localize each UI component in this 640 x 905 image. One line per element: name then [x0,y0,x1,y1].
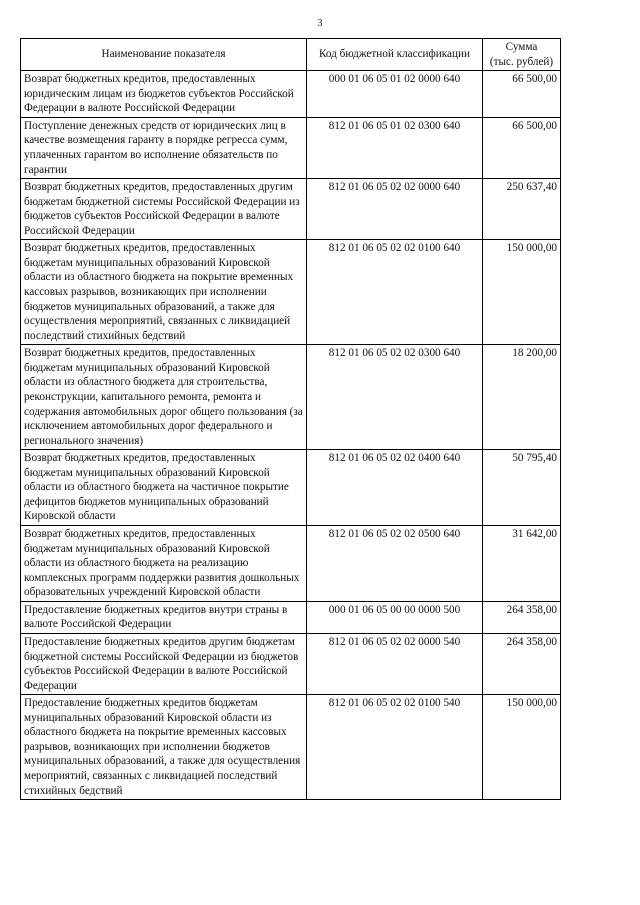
row-code: 812 01 06 05 02 02 0100 540 [307,695,483,800]
row-sum: 31 642,00 [483,526,561,602]
row-sum: 150 000,00 [483,240,561,345]
row-name: Возврат бюджетных кредитов, предоставленных бюджетам муниципальных образований Кировской области из областного бюджета на покрытие временных кассовых разрывов, возникающих при исполнении бюджетов муниципальных образований, а также для осуществления мероприятий, связанных с ликвидацией последствий стихийных бедствий [21,240,307,345]
table-row [21,117,561,178]
row-code: 000 01 06 05 00 00 0000 500 [307,601,483,633]
row-name: Возврат бюджетных кредитов, предоставленных юридическим лицам из бюджетов субъектов Российской Федерации в валюте Российской Федерации [21,71,307,118]
row-code: 812 01 06 05 02 02 0000 540 [307,633,483,694]
header-name: Наименование показателя [21,39,307,71]
row-name: Возврат бюджетных кредитов, предоставленных бюджетам муниципальных образований Кировской области из областного бюджета для строительства, реконструкции, капитального ремонта, ремонта и содержания автомобильных дорог общего пользования (за исключением автомобильных дорог федерального и регионального значения) [21,345,307,450]
header-code: Код бюджетной классификации [307,39,483,71]
row-name: Возврат бюджетных кредитов, предоставленных другим бюджетам бюджетной системы Российской Федерации из бюджетов субъектов Российской Федерации в валюте Российской Федерации [21,179,307,240]
row-sum: 18 200,00 [483,345,561,450]
row-code: 812 01 06 05 02 02 0100 640 [307,240,483,345]
row-name: Предоставление бюджетных кредитов бюджетам муниципальных образований Кировской области из областного бюджета на покрытие временных кассовых разрывов, возникающих при исполнении бюджетов муниципальных образований, а также для осуществления мероприятий, связанных с ликвидацией последствий стихийных бедствий [21,695,307,800]
table-row [21,450,561,526]
row-code: 000 01 06 05 01 02 0000 640 [307,71,483,118]
row-sum: 250 637,40 [483,179,561,240]
row-sum: 66 500,00 [483,117,561,178]
budget-table [20,38,561,800]
row-name: Предоставление бюджетных кредитов внутри страны в валюте Российской Федерации [21,601,307,633]
row-name: Возврат бюджетных кредитов, предоставленных бюджетам муниципальных образований Кировской области из областного бюджета на реализацию комплексных программ поддержки развития дошкольных образовательных учреждений Кировской области [21,526,307,602]
row-sum: 264 358,00 [483,633,561,694]
row-sum: 66 500,00 [483,71,561,118]
table-row [21,695,561,800]
table-row [21,71,561,118]
table-row [21,179,561,240]
row-sum: 264 358,00 [483,601,561,633]
row-code: 812 01 06 05 02 02 0500 640 [307,526,483,602]
table-row [21,240,561,345]
table-row [21,601,561,633]
table-header-row [21,39,561,71]
row-sum: 50 795,40 [483,450,561,526]
row-name: Предоставление бюджетных кредитов другим бюджетам бюджетной системы Российской Федерации из бюджетов субъектов Российской Федерации в валюте Российской Федерации [21,633,307,694]
row-code: 812 01 06 05 02 02 0400 640 [307,450,483,526]
table-row [21,526,561,602]
row-code: 812 01 06 05 01 02 0300 640 [307,117,483,178]
row-name: Поступление денежных средств от юридических лиц в качестве возмещения гаранту в порядке регресса сумм, уплаченных гарантом во исполнение обязательств по гарантии [21,117,307,178]
table-row [21,345,561,450]
row-name: Возврат бюджетных кредитов, предоставленных бюджетам муниципальных образований Кировской области из областного бюджета на частичное покрытие дефицитов бюджетов муниципальных образований Кировской области [21,450,307,526]
table-row [21,633,561,694]
header-sum: Сумма (тыс. рублей) [483,39,561,71]
row-code: 812 01 06 05 02 02 0000 640 [307,179,483,240]
page-number: 3 [317,18,323,29]
row-code: 812 01 06 05 02 02 0300 640 [307,345,483,450]
row-sum: 150 000,00 [483,695,561,800]
